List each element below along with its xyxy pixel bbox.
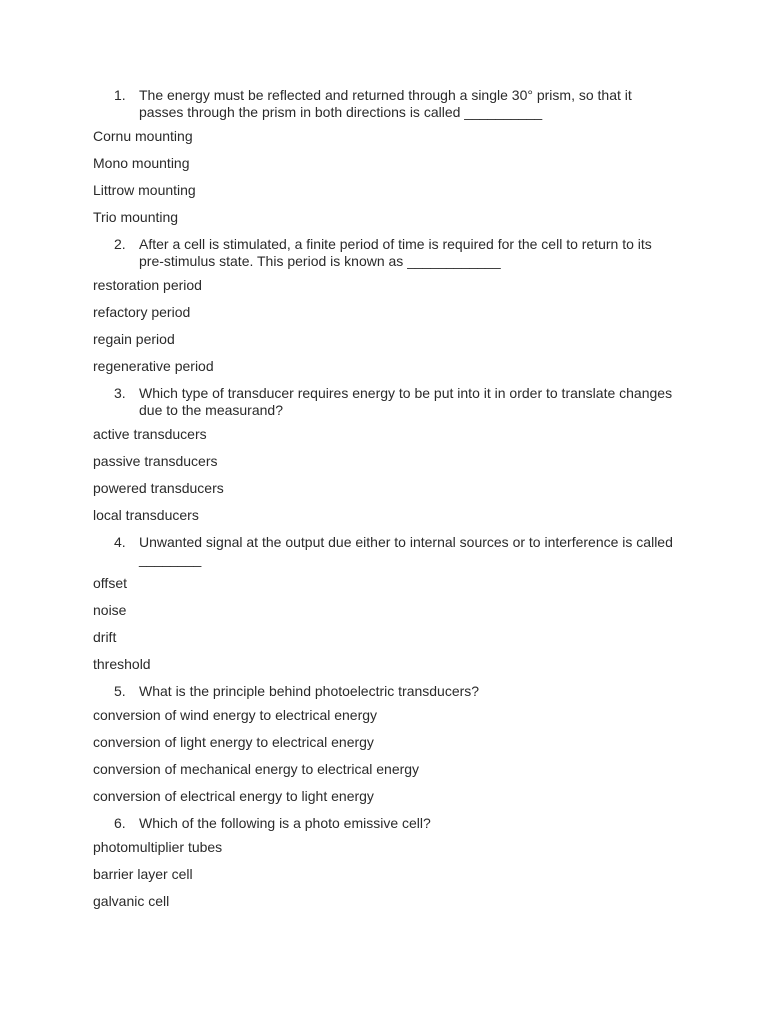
option-item: offset [93, 575, 127, 591]
question-2 [93, 236, 673, 270]
question-number: 3. [114, 385, 126, 401]
option-item: conversion of mechanical energy to electrical energy [93, 761, 420, 777]
question-5 [93, 683, 673, 700]
option-item: regenerative period [93, 358, 214, 374]
option-item: passive transducers [93, 453, 218, 469]
option-item: Trio mounting [93, 209, 179, 225]
option-item: local transducers [93, 507, 199, 523]
question-text: Which of the following is a photo emissive cell? [139, 815, 431, 831]
option-item: active transducers [93, 426, 207, 442]
option-item: restoration period [93, 277, 202, 293]
option-item: regain period [93, 331, 175, 347]
option-item: drift [93, 629, 117, 645]
question-text: Unwanted signal at the output due either to internal sources or to interference is called ________ [139, 534, 673, 567]
option-item: noise [93, 602, 127, 618]
option-item: refactory period [93, 304, 191, 320]
option-item: Cornu mounting [93, 128, 193, 144]
question-number: 1. [114, 87, 126, 103]
option-item: photomultiplier tubes [93, 839, 223, 855]
option-item: Mono mounting [93, 155, 190, 171]
question-6 [93, 815, 673, 832]
question-3 [93, 385, 673, 419]
question-number: 4. [114, 534, 126, 550]
question-number: 6. [114, 815, 126, 831]
quiz-document [93, 87, 673, 920]
question-4 [93, 534, 673, 568]
option-item: Littrow mounting [93, 182, 196, 198]
option-item: conversion of electrical energy to light energy [93, 788, 374, 804]
question-text: The energy must be reflected and returned through a single 30° prism, so that it passes through the prism in both directions is called __________ [139, 87, 632, 120]
question-text: Which type of transducer requires energy to be put into it in order to translate changes due to the measurand? [139, 385, 673, 418]
option-item: conversion of light energy to electrical energy [93, 734, 374, 750]
option-item: conversion of wind energy to electrical energy [93, 707, 378, 723]
question-number: 2. [114, 236, 126, 252]
question-1 [93, 87, 673, 121]
question-number: 5. [114, 683, 126, 699]
option-item: powered transducers [93, 480, 224, 496]
option-item: galvanic cell [93, 893, 170, 909]
question-text: After a cell is stimulated, a finite period of time is required for the cell to return to its pre-stimulus state. This period is known as ____________ [139, 236, 652, 269]
option-item: barrier layer cell [93, 866, 193, 882]
question-text: What is the principle behind photoelectric transducers? [139, 683, 480, 699]
option-item: threshold [93, 656, 151, 672]
